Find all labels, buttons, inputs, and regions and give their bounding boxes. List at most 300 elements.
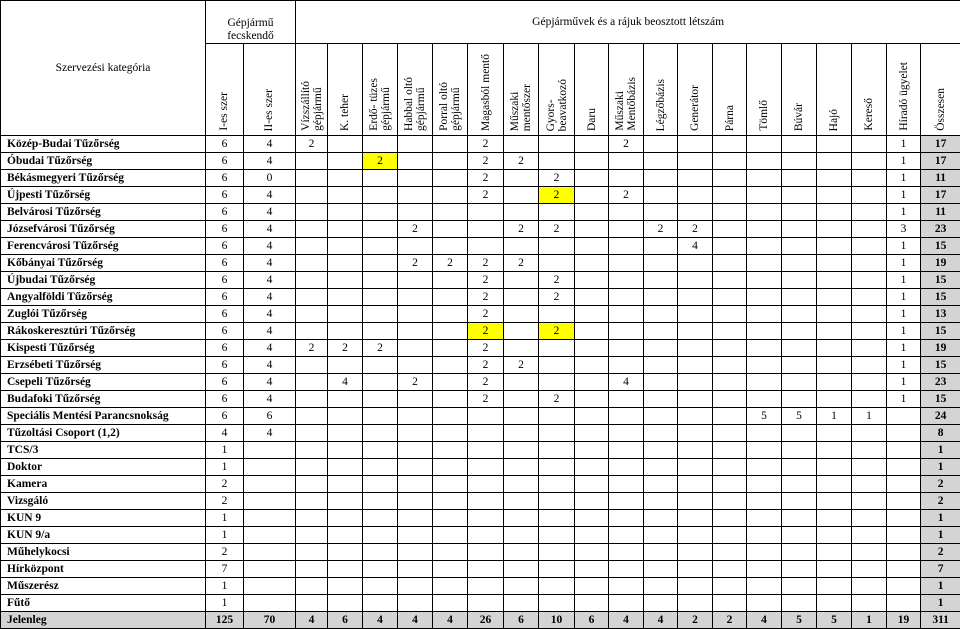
table-cell: 6: [206, 272, 244, 289]
table-cell: [852, 510, 887, 527]
table-cell: [747, 476, 782, 493]
table-cell: [713, 289, 747, 306]
table-cell: 0: [244, 170, 296, 187]
table-cell: [575, 255, 609, 272]
table-cell: [609, 255, 644, 272]
table-cell: [678, 153, 713, 170]
table-cell: 2: [504, 221, 539, 238]
row-name: Doktor: [1, 459, 206, 476]
table-cell: [713, 527, 747, 544]
table-cell: 19: [921, 255, 960, 272]
row-name: TCS/3: [1, 442, 206, 459]
table-cell: [817, 357, 852, 374]
table-cell: [609, 238, 644, 255]
table-cell: [782, 255, 817, 272]
table-cell: [296, 255, 328, 272]
table-cell: 4: [328, 374, 363, 391]
row-name: Kispesti Tűzőrség: [1, 340, 206, 357]
table-cell: [433, 561, 468, 578]
table-row: [1, 272, 960, 289]
table-cell: [644, 442, 678, 459]
table-cell: [363, 578, 398, 595]
table-cell: [678, 408, 713, 425]
table-cell: [817, 238, 852, 255]
table-row: [1, 323, 960, 340]
table-cell: 2: [296, 340, 328, 357]
table-cell: [575, 510, 609, 527]
table-cell: [398, 272, 433, 289]
col-header: Kereső: [852, 44, 887, 136]
table-cell: [296, 527, 328, 544]
table-cell: 2: [206, 544, 244, 561]
table-cell: [433, 170, 468, 187]
table-cell: 2: [296, 136, 328, 153]
table-cell: 24: [921, 408, 960, 425]
table-cell: [575, 391, 609, 408]
table-cell: 2: [609, 136, 644, 153]
table-cell: [678, 527, 713, 544]
table-cell: [644, 187, 678, 204]
table-cell: [713, 493, 747, 510]
table-cell: 4: [206, 425, 244, 442]
table-cell: 4: [433, 612, 468, 629]
table-cell: [468, 425, 504, 442]
table-cell: [852, 493, 887, 510]
table-cell: 1: [206, 510, 244, 527]
table-cell: 2: [713, 612, 747, 629]
table-cell: 5: [747, 408, 782, 425]
table-cell: 2: [468, 153, 504, 170]
table-cell: [782, 544, 817, 561]
table-cell: [747, 425, 782, 442]
table-row: [1, 374, 960, 391]
table-cell: [713, 476, 747, 493]
table-cell: [713, 561, 747, 578]
table-cell: [609, 323, 644, 340]
table-cell: [575, 595, 609, 612]
table-cell: [678, 561, 713, 578]
table-cell: [852, 170, 887, 187]
table-cell: [328, 255, 363, 272]
table-cell: [747, 187, 782, 204]
table-cell: [468, 493, 504, 510]
table-cell: 4: [398, 612, 433, 629]
table-cell: 2: [539, 323, 575, 340]
table-cell: [852, 221, 887, 238]
table-cell: [504, 578, 539, 595]
table-cell: 2: [468, 340, 504, 357]
table-cell: [678, 272, 713, 289]
table-cell: 15: [921, 289, 960, 306]
table-cell: [817, 578, 852, 595]
table-cell: 4: [244, 272, 296, 289]
table-cell: [887, 544, 921, 561]
table-cell: [504, 187, 539, 204]
table-cell: [296, 408, 328, 425]
table-cell: [575, 204, 609, 221]
table-cell: [468, 510, 504, 527]
table-cell: [678, 476, 713, 493]
table-cell: 1: [921, 442, 960, 459]
table-cell: [747, 527, 782, 544]
table-cell: [363, 136, 398, 153]
table-cell: 4: [244, 323, 296, 340]
table-cell: [782, 425, 817, 442]
table-cell: [852, 238, 887, 255]
table-cell: [328, 527, 363, 544]
table-cell: [887, 459, 921, 476]
table-cell: [644, 136, 678, 153]
vehicles-group-header: Gépjárművek és a rájuk beosztott létszám: [296, 1, 960, 44]
table-cell: [782, 221, 817, 238]
table-cell: [817, 289, 852, 306]
table-cell: 4: [244, 357, 296, 374]
table-cell: [852, 476, 887, 493]
table-cell: [747, 238, 782, 255]
table-cell: [296, 238, 328, 255]
col-header: Műszaki mentőszer: [504, 44, 539, 136]
table-cell: [817, 306, 852, 323]
table-row: [1, 595, 960, 612]
table-cell: [747, 153, 782, 170]
table-cell: [363, 187, 398, 204]
col-header: Daru: [575, 44, 609, 136]
table-cell: [328, 408, 363, 425]
table-cell: [713, 170, 747, 187]
table-cell: 1: [887, 323, 921, 340]
table-cell: [398, 136, 433, 153]
table-cell: [433, 493, 468, 510]
table-cell: 5: [817, 612, 852, 629]
table-cell: [678, 425, 713, 442]
table-cell: 6: [206, 289, 244, 306]
table-cell: [328, 136, 363, 153]
table-cell: 1: [887, 357, 921, 374]
table-cell: 15: [921, 391, 960, 408]
table-cell: [782, 459, 817, 476]
table-cell: [644, 476, 678, 493]
table-cell: [398, 425, 433, 442]
table-cell: 1: [921, 527, 960, 544]
table-cell: [539, 408, 575, 425]
table-cell: [852, 527, 887, 544]
table-cell: [539, 459, 575, 476]
table-cell: [713, 323, 747, 340]
table-cell: [609, 221, 644, 238]
table-cell: [296, 476, 328, 493]
table-cell: 4: [609, 612, 644, 629]
table-cell: [782, 510, 817, 527]
table-cell: 1: [887, 170, 921, 187]
table-cell: [609, 306, 644, 323]
table-cell: 1: [887, 187, 921, 204]
table-cell: [328, 595, 363, 612]
table-cell: 10: [539, 612, 575, 629]
table-cell: 7: [921, 561, 960, 578]
table-cell: [609, 204, 644, 221]
table-cell: [328, 442, 363, 459]
table-cell: [398, 561, 433, 578]
table-cell: [468, 221, 504, 238]
table-cell: [328, 493, 363, 510]
table-cell: 6: [206, 408, 244, 425]
row-name: Jelenleg: [1, 612, 206, 629]
table-row: [1, 459, 960, 476]
row-name: Józsefvárosi Tűzőrség: [1, 221, 206, 238]
table-cell: [609, 425, 644, 442]
table-cell: 6: [575, 612, 609, 629]
table-cell: [539, 136, 575, 153]
table-cell: 23: [921, 221, 960, 238]
table-cell: [398, 340, 433, 357]
table-cell: [328, 323, 363, 340]
table-cell: [713, 544, 747, 561]
table-cell: [817, 544, 852, 561]
table-cell: [398, 204, 433, 221]
table-cell: 2: [398, 374, 433, 391]
table-cell: [398, 289, 433, 306]
table-cell: [852, 340, 887, 357]
table-cell: 11: [921, 170, 960, 187]
table-cell: [678, 510, 713, 527]
table-cell: [713, 442, 747, 459]
table-cell: 4: [609, 374, 644, 391]
table-cell: [468, 561, 504, 578]
table-row: [1, 442, 960, 459]
table-cell: 19: [887, 612, 921, 629]
table-cell: [328, 357, 363, 374]
table-cell: 15: [921, 323, 960, 340]
table-cell: [575, 289, 609, 306]
table-cell: 1: [921, 595, 960, 612]
table-cell: [713, 238, 747, 255]
table-cell: 4: [244, 425, 296, 442]
table-cell: 2: [206, 493, 244, 510]
table-cell: 17: [921, 153, 960, 170]
table-cell: [539, 425, 575, 442]
table-cell: [609, 459, 644, 476]
table-cell: [433, 391, 468, 408]
table-row: [1, 357, 960, 374]
table-cell: [433, 595, 468, 612]
table-cell: [575, 374, 609, 391]
table-cell: [363, 357, 398, 374]
col-header: Párna: [713, 44, 747, 136]
table-cell: [887, 476, 921, 493]
table-cell: 4: [244, 238, 296, 255]
table-row: [1, 170, 960, 187]
table-cell: 3: [887, 221, 921, 238]
table-cell: 2: [504, 357, 539, 374]
table-cell: [363, 221, 398, 238]
table-cell: [713, 510, 747, 527]
table-cell: 1: [887, 255, 921, 272]
table-cell: 4: [244, 153, 296, 170]
table-cell: [398, 187, 433, 204]
table-cell: [328, 510, 363, 527]
table-cell: [296, 374, 328, 391]
table-cell: [363, 408, 398, 425]
table-cell: [747, 374, 782, 391]
table-cell: [678, 170, 713, 187]
table-cell: [244, 442, 296, 459]
table-cell: 2: [328, 340, 363, 357]
table-cell: [817, 459, 852, 476]
table-cell: [296, 544, 328, 561]
table-cell: [363, 527, 398, 544]
table-cell: 4: [244, 221, 296, 238]
table-cell: [575, 187, 609, 204]
table-cell: [782, 272, 817, 289]
row-name: Műszerész: [1, 578, 206, 595]
table-cell: [852, 544, 887, 561]
table-row: [1, 136, 960, 153]
row-name: KUN 9: [1, 510, 206, 527]
table-cell: [782, 561, 817, 578]
table-cell: [244, 561, 296, 578]
table-cell: [609, 391, 644, 408]
table-cell: [782, 391, 817, 408]
table-cell: 4: [244, 340, 296, 357]
table-cell: [644, 204, 678, 221]
table-cell: [644, 391, 678, 408]
table-cell: [398, 476, 433, 493]
table-cell: [296, 595, 328, 612]
table-cell: [398, 408, 433, 425]
table-row: [1, 221, 960, 238]
table-cell: [817, 425, 852, 442]
table-cell: [398, 153, 433, 170]
table-cell: [817, 493, 852, 510]
table-cell: [363, 442, 398, 459]
table-cell: [504, 170, 539, 187]
table-cell: [782, 578, 817, 595]
table-cell: 4: [244, 136, 296, 153]
table-cell: [433, 459, 468, 476]
table-cell: 2: [539, 221, 575, 238]
table-cell: [398, 459, 433, 476]
table-cell: [328, 204, 363, 221]
table-cell: [575, 170, 609, 187]
table-cell: [433, 476, 468, 493]
table-cell: [328, 544, 363, 561]
table-cell: 4: [244, 187, 296, 204]
table-cell: [817, 527, 852, 544]
table-cell: [328, 272, 363, 289]
table-cell: [817, 374, 852, 391]
table-cell: [575, 459, 609, 476]
table-cell: [575, 544, 609, 561]
table-row: [1, 408, 960, 425]
table-cell: 2: [921, 544, 960, 561]
col-header: II-es szer: [244, 44, 296, 136]
table-cell: [539, 595, 575, 612]
table-cell: [887, 493, 921, 510]
table-cell: [644, 493, 678, 510]
row-name: Kőbányai Tűzőrség: [1, 255, 206, 272]
table-cell: [852, 136, 887, 153]
table-cell: [609, 493, 644, 510]
table-cell: 1: [206, 595, 244, 612]
table-cell: 8: [921, 425, 960, 442]
table-cell: [296, 323, 328, 340]
table-cell: 13: [921, 306, 960, 323]
table-cell: [575, 493, 609, 510]
table-cell: 2: [609, 187, 644, 204]
col-header: Híradó ügyelet: [887, 44, 921, 136]
table-cell: [398, 391, 433, 408]
table-cell: 2: [468, 170, 504, 187]
table-cell: [852, 272, 887, 289]
table-cell: 4: [296, 612, 328, 629]
table-cell: [782, 493, 817, 510]
table-cell: [782, 595, 817, 612]
table-cell: [678, 357, 713, 374]
table-cell: [782, 374, 817, 391]
row-name: Vizsgáló: [1, 493, 206, 510]
table-cell: [678, 289, 713, 306]
table-cell: [575, 527, 609, 544]
table-cell: [398, 578, 433, 595]
table-cell: [713, 357, 747, 374]
table-cell: [782, 204, 817, 221]
table-cell: [363, 238, 398, 255]
table-cell: [747, 595, 782, 612]
table-cell: [363, 374, 398, 391]
table-cell: 1: [887, 340, 921, 357]
table-cell: [504, 544, 539, 561]
table-cell: [609, 476, 644, 493]
table-cell: [504, 289, 539, 306]
table-cell: [363, 255, 398, 272]
table-cell: [644, 170, 678, 187]
table-cell: [363, 493, 398, 510]
table-cell: [433, 544, 468, 561]
table-cell: [504, 561, 539, 578]
table-cell: [539, 442, 575, 459]
table-cell: 1: [887, 136, 921, 153]
category-header: Szervezési kategória: [1, 1, 206, 136]
table-cell: [747, 510, 782, 527]
table-cell: [433, 136, 468, 153]
table-cell: 4: [244, 306, 296, 323]
table-cell: [328, 425, 363, 442]
table-cell: [609, 289, 644, 306]
table-cell: 6: [206, 170, 244, 187]
table-cell: 6: [206, 255, 244, 272]
table-cell: 6: [206, 204, 244, 221]
table-cell: [468, 204, 504, 221]
col-header: Tömlő: [747, 44, 782, 136]
table-cell: [504, 306, 539, 323]
table-cell: [296, 425, 328, 442]
table-cell: [468, 476, 504, 493]
table-cell: [433, 221, 468, 238]
row-name: Békásmegyeri Tűzőrség: [1, 170, 206, 187]
table-cell: [296, 578, 328, 595]
table-cell: [644, 340, 678, 357]
table-cell: 1: [887, 238, 921, 255]
table-cell: 2: [644, 221, 678, 238]
table-cell: 70: [244, 612, 296, 629]
table-cell: [433, 272, 468, 289]
table-cell: [575, 306, 609, 323]
table-cell: [782, 289, 817, 306]
table-cell: 2: [504, 153, 539, 170]
row-name: Csepeli Tűzőrség: [1, 374, 206, 391]
table-cell: [398, 527, 433, 544]
table-cell: [296, 391, 328, 408]
